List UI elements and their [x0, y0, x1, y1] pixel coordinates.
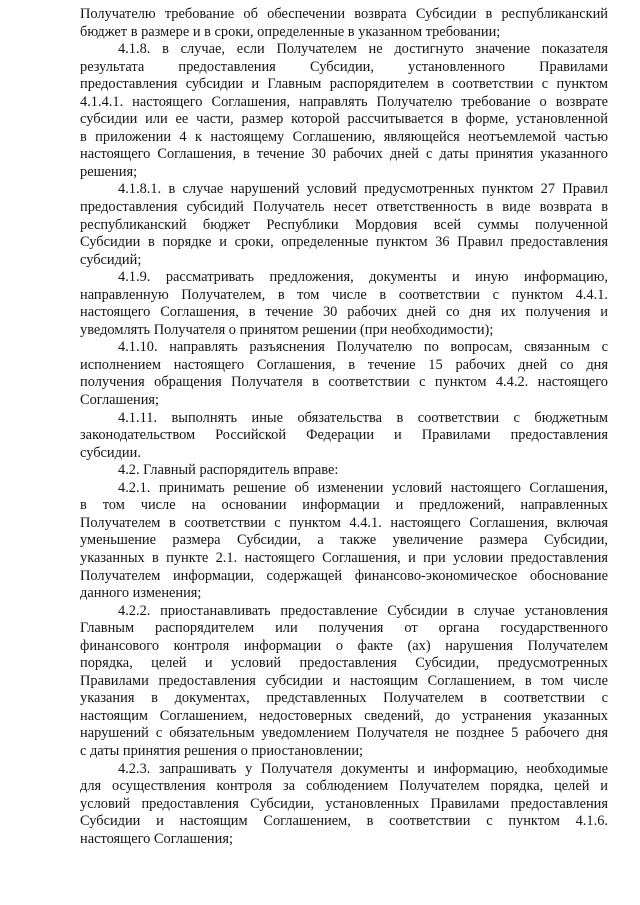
- text-line: в том числе на основании информации и предложений, направленных: [80, 497, 608, 514]
- text-line: направленную Получателем, в том числе в соответствии с пунктом 4.4.1.: [80, 286, 608, 303]
- text-line: 4.2.3. запрашивать у Получателя документы и информацию, необходимые: [118, 760, 608, 777]
- text-line: порядка, целей и условий предоставления Субсидии, предусмотренных: [80, 655, 608, 672]
- paragraph: [80, 181, 608, 269]
- text-line: Получателем информации, содержащей финансово-экономическое обоснование: [80, 567, 608, 584]
- paragraph: [80, 41, 608, 181]
- paragraph: [80, 269, 608, 339]
- text-line: предоставления субсидий Получатель несет ответственность в виде возврата в: [80, 199, 608, 216]
- text-line: Главным распорядителем или получения от органа государственного: [80, 620, 608, 637]
- text-line: уведомлять Получателя о принятом решении (при необходимости);: [80, 321, 494, 338]
- text-line: указания в документах, представленных Получателем в соответствии с: [80, 690, 608, 707]
- text-line: Субсидии в порядке и сроки, определенные пунктом 36 Правил предоставления: [80, 234, 608, 251]
- text-line: 4.2. Главный распорядитель вправе:: [118, 462, 339, 479]
- text-line: республиканский бюджет Республики Мордовия всей суммы полученной: [80, 216, 608, 233]
- paragraph: [80, 462, 608, 480]
- text-line: 4.1.10. направлять разъяснения Получателю по вопросам, связанным с: [118, 339, 608, 356]
- text-line: настоящего Соглашения, в течение 30 рабочих дней с даты принятия указанного: [80, 146, 608, 163]
- text-line: получения обращения Получателя в соответствии с пунктом 4.4.2. настоящего: [80, 374, 608, 391]
- text-line: 4.2.2. приостанавливать предоставление Субсидии в случае установления: [118, 602, 608, 619]
- text-line: Получателем в соответствии с пунктом 4.4.1. настоящего Соглашения, включая: [80, 514, 608, 531]
- text-line: для осуществления контроля за соблюдением Получателем порядка, целей и: [80, 778, 608, 795]
- text-line: Правилами предоставления субсидии и настоящим Соглашением, в том числе: [80, 672, 608, 689]
- paragraph: [80, 603, 608, 761]
- text-line: решения;: [80, 163, 138, 180]
- text-line: 4.1.8.1. в случае нарушений условий предусмотренных пунктом 27 Правил: [118, 181, 608, 198]
- text-line: финансового контроля информации о факте (ах) нарушения Получателем: [80, 637, 608, 654]
- text-line: настоящего Соглашения;: [80, 830, 233, 847]
- text-line: настоящего Соглашения, в течение 30 рабочих дней со дня их получения и: [80, 304, 608, 321]
- paragraph: [80, 410, 608, 463]
- text-line: 4.2.1. принимать решение об изменении условий настоящего Соглашения,: [118, 479, 608, 496]
- text-line: настоящим Соглашением, недостоверных сведений, до устранения указанных: [80, 707, 608, 724]
- text-line: результата предоставления Субсидии, установленного Правилами: [80, 58, 608, 75]
- text-line: Соглашения;: [80, 392, 160, 409]
- text-line: субсидии.: [80, 444, 141, 461]
- text-line: данного изменения;: [80, 585, 202, 602]
- text-line: 4.1.8. в случае, если Получателем не достигнуто значение показателя: [118, 41, 608, 58]
- paragraph: [80, 761, 608, 849]
- text-line: бюджет в размере и в сроки, определенные в указанном требовании;: [80, 23, 501, 40]
- text-line: указанных в пункте 2.1. настоящего Соглашения, и при условии предоставления: [80, 549, 608, 566]
- paragraph: [80, 6, 608, 41]
- text-line: 4.1.4.1. настоящего Соглашения, направлять Получателю требование о возврате: [80, 93, 608, 110]
- text-line: условий предоставления Субсидии, установленных Правилами предоставления: [80, 795, 608, 812]
- text-line: Субсидии и настоящим Соглашением, в соответствии с пунктом 4.1.6.: [80, 813, 608, 830]
- text-line: 4.1.9. рассматривать предложения, документы и иную информацию,: [118, 269, 608, 286]
- text-line: уменьшение размера Субсидии, а также увеличение размера Субсидии,: [80, 532, 608, 549]
- text-line: субсидии или ее части, размер которой рассчитывается в форме, установленной: [80, 111, 608, 128]
- text-line: Получателю требование об обеспечении возврата Субсидии в республиканский: [80, 6, 608, 22]
- text-line: с даты принятия решения о приостановлении;: [80, 742, 364, 759]
- text-line: в приложении 4 к настоящему Соглашению, являющейся неотъемлемой частью: [80, 128, 608, 145]
- text-line: исполнением настоящего Соглашения, в течение 15 рабочих дней со дня: [80, 356, 608, 373]
- paragraph: [80, 339, 608, 409]
- document-body: [80, 6, 608, 848]
- text-line: законодательством Российской Федерации и Правилами предоставления: [80, 427, 608, 444]
- text-line: 4.1.11. выполнять иные обязательства в соответствии с бюджетным: [118, 409, 608, 426]
- paragraph: [80, 480, 608, 603]
- text-line: нарушений с обязательным уведомлением Получателя не позднее 5 рабочего дня: [80, 725, 608, 742]
- text-line: предоставления субсидии и Главным распорядителем в соответствии с пунктом: [80, 76, 608, 93]
- text-line: субсидий;: [80, 251, 142, 268]
